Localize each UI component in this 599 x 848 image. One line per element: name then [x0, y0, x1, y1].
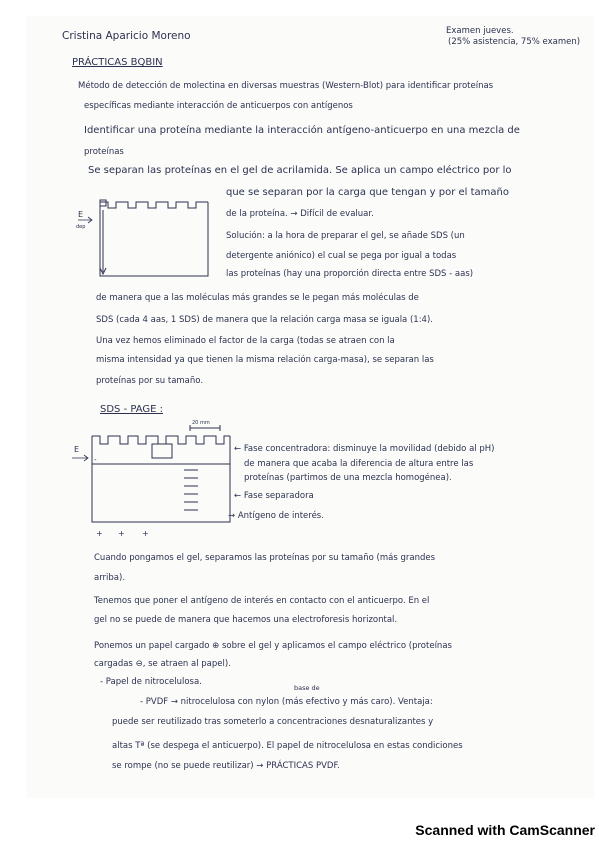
diagram2-minus: - — [94, 456, 97, 464]
q5-line-4: se rompe (no se puede reutilizar) → PRÁCTICAS PVDF. — [112, 761, 340, 771]
q5-note: base de — [294, 684, 320, 692]
q3-line-2: cargadas ⊖, se atraen al papel). — [94, 659, 231, 669]
p3-line-1: Se separan las proteínas en el gel de acrilamida. Se aplica un campo eléctrico por lo — [88, 165, 512, 176]
sds-annot-3: → Antígeno de interés. — [228, 511, 324, 521]
sds-page-title: SDS - PAGE : — [100, 404, 164, 415]
p2-line-2: proteínas — [84, 147, 124, 157]
p4-line-3: Una vez hemos eliminado el factor de la carga (todas se atraen con la — [96, 336, 395, 346]
sds-annot-1-line-1: ← Fase concentradora: disminuye la movilidad (debido al pH) — [234, 444, 495, 454]
p3-line-4: Solución: a la hora de preparar el gel, se añade SDS (un — [226, 231, 465, 241]
p4-line-2: SDS (cada 4 aas, 1 SDS) de manera que la relación carga masa se iguala (1:4). — [96, 315, 433, 325]
scanner-watermark: Scanned with CamScanner — [415, 822, 595, 838]
diagram2-plus-2: + — [118, 529, 125, 538]
p2-line-1: Identificar una proteína mediante la interacción antígeno-anticuerpo en una mezcla de — [84, 125, 520, 136]
gel-diagram-1 — [70, 196, 220, 286]
p4-line-5: proteínas por su tamaño. — [96, 376, 204, 386]
diagram2-top-label: 20 mm — [192, 420, 210, 426]
p4-line-4: misma intensidad ya que tienen la misma relación carga-masa), se separan las — [96, 355, 434, 365]
q2-line-2: gel no se puede de manera que hacemos una electroforesis horizontal. — [94, 615, 398, 625]
q3-line-1: Ponemos un papel cargado ⊕ sobre el gel y aplicamos el campo eléctrico (proteínas — [94, 641, 452, 651]
sds-annot-1-line-2: de manera que acaba la diferencia de altura entre las — [244, 459, 474, 469]
sds-page-diagram — [72, 418, 232, 538]
diagram1-dep-label: dep — [76, 224, 86, 230]
diagram2-plus-1: + — [96, 529, 103, 538]
q1-line-2: arriba). — [94, 573, 126, 583]
p1-line-1: Método de detección de molectina en diversas muestras (Western-Blot) para identificar proteínas — [78, 81, 494, 91]
q2-line-1: Tenemos que poner el antígeno de interés en contacto con el anticuerpo. En el — [94, 596, 430, 606]
sds-annot-2: ← Fase separadora — [234, 491, 314, 501]
diagram2-e-label: E — [74, 445, 80, 454]
p4-line-1: de manera que a las moléculas más grandes se le pegan más moléculas de — [96, 293, 419, 303]
p3-line-2: que se separan por la carga que tengan y por el tamaño — [226, 187, 509, 198]
q5-line-2: puede ser reutilizado tras someterlo a concentraciones desnaturalizantes y — [112, 717, 434, 727]
exam-note-1: Examen jueves. — [446, 26, 514, 36]
p3-line-5: detergente aniónico) el cual se pega por igual a todas — [226, 251, 457, 261]
exam-note-2: (25% asistencia, 75% examen) — [448, 37, 581, 47]
q5-line-1: - PVDF → nitrocelulosa con nylon (más efectivo y más caro). Ventaja: — [140, 697, 433, 707]
sds-annot-1-line-3: proteínas (partimos de una mezcla homogénea). — [244, 473, 452, 483]
author-name: Cristina Aparicio Moreno — [62, 30, 191, 42]
section-title: PRÁCTICAS BQBIN — [72, 57, 163, 68]
diagram1-e-label: E — [78, 210, 84, 219]
p3-line-3: de la proteína. → Difícil de evaluar. — [226, 209, 374, 219]
q5-line-3: altas Tª (se despega el anticuerpo). El papel de nitrocelulosa en estas condiciones — [112, 741, 463, 751]
q4-line: - Papel de nitrocelulosa. — [100, 677, 202, 687]
p1-line-2: específicas mediante interacción de anticuerpos con antígenos — [84, 101, 353, 111]
p3-line-6: las proteínas (hay una proporción directa entre SDS - aas) — [226, 269, 474, 279]
q1-line-1: Cuando pongamos el gel, separamos las proteínas por su tamaño (más grandes — [94, 553, 436, 563]
diagram2-plus-3: + — [142, 529, 149, 538]
